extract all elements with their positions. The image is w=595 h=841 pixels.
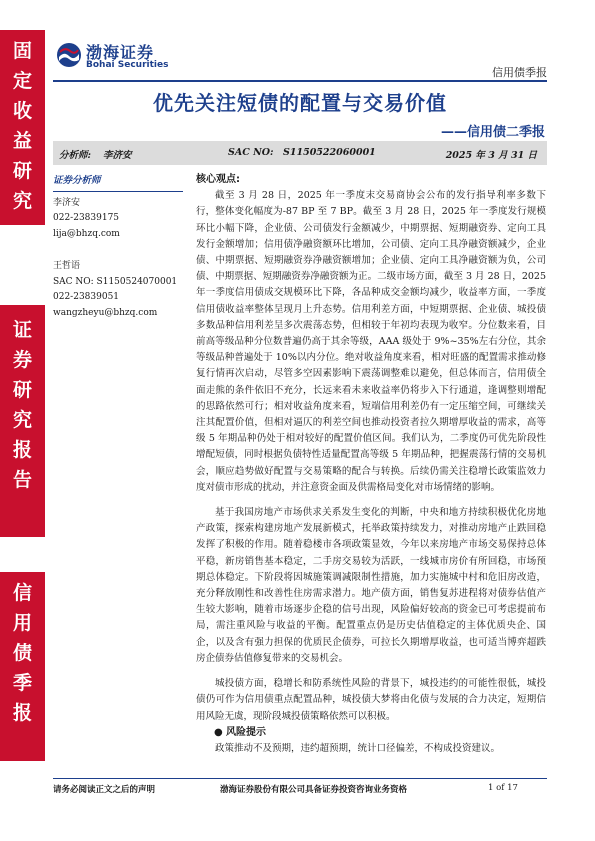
sidebar-char: 究 [12,190,32,212]
analyst1-name: 李济安 [53,197,81,208]
sidebar-char: 益 [12,130,32,152]
analyst1-phone: 022-23839175 [53,213,120,223]
sidebar-char: 研 [12,160,32,182]
sac-label: SAC NO: [228,147,274,158]
paragraph-real-estate: 基于我国房地产市场供求关系发生变化的判断，中央和地方持续积极优化房地产政策，探索构建房地产发展新模式，托举政策持续发力，对推动房地产止跌回稳发挥了积极的作用。随着稳楼市各项政策显效，今年以来房地产市场交易保持总体平稳，新房销售基本稳定，二手房交易较为活跃，一线城市房价有所回稳，市场预期总体稳定。下阶段将因城施策调减限制性措施，加力实施城中村和危旧房改造，充分释放刚性和改善性住房需求潜力。地产债方面，销售复苏进程将对债券估值产生较大影响，随着市场逐步企稳的信号出现，风险偏好较高的资金已可考虑提前布局，需注重风险与收益的平衡。配置重点仍是历史估值稳定的主体优质央企、国企，以及含有强力担保的优质民企债券，可拉长久期增厚收益，也可适当博弈超跌房企债券估值修复带来的交易机会。 [196,507,546,664]
sidebar-char: 季 [12,672,32,694]
analyst-contacts [53,173,183,321]
analyst-meta-bar [53,141,547,165]
sidebar-char: 固 [12,40,32,62]
sac-number: S1150522060001 [283,147,376,158]
paragraph-market-review: 截至 3 月 28 日，2025 年一季度末交易商协会公布的发行指导利率多数下行，整体变化幅度为-87 BP 至 7 BP。截至 3 月 28 日，2025 年一季度发行规模环比小幅下降，企业债、公司债发行金额减少，中期票据、短期融资券、定向工具发行金额增加；信用债净融资额环比增加，公司债、定向工具净融资额减少，企业债、中期票据、短期融资券净融资额增加；企业债、定向工具净融资额为负，公司债、中期票据、短期融资券净融资额为正。二级市场方面，截至 3 月 28 日，2025 年一季度信用债成交规模环比下降，各品种成交金额均减少，收益率方面，一季度信用债收益率整体呈现月上升态势。信用利差方面，中短期票据、企业债、城投债多数品种信用利差呈多次震荡态势，但相较于年初均表现为收窄。分位数来看，目前高等级品种分位数普遍仍高于其余等级，AAA 级处于 9%~35%左右分位，其余等级品种普遍处于 10%以内分位。绝对收益角度来看，相对旺盛的配置需求推动修复行情再次启动，尽管多空因素影响下震荡调整难以避免，但总体而言，信用债全面走熊的条件依旧不充分，长远来看未来收益率仍将步入下行通道，逢调整则增配的思路依然可行；相对收益角度来看，短端信用利差仍有一定压缩空间，可继续关注其配置价值，但相对逼仄的利差空间也推动投资者拉久期增厚收益的需求，高等级 5 年期品种仍处于相对较好的配置价值区间。我们认为，二季度仍可优先阶段性增配短债，同时根据负债特性适量配置高等级 5 年期品种，把握震荡行情的交易机会，顺应趋势做好配置与交易策略的配合与转换。后续仍需关注稳增长政策监效力度对债市形成的扰动，并注意资金面及供需格局变化对市场情绪的影响。 [196,190,546,493]
contacts-heading: 证券分析师 [53,173,183,192]
sidebar-fixed-income [0,30,45,225]
analyst2-email[interactable]: wangzheyu@bhzq.com [53,307,158,318]
sidebar-char: 收 [12,100,32,122]
sidebar-quarterly [0,572,45,761]
main-content [196,172,546,757]
analyst2-phone: 022-23839051 [53,292,120,302]
company-logo [56,40,176,72]
footer-company: 渤海证券股份有限公司具备证券投资咨询业务资格 [220,785,408,795]
sidebar-char: 债 [12,642,32,664]
sidebar-char: 究 [12,409,32,431]
report-title: 优先关注短债的配置与交易价值 [153,91,447,115]
bullet-icon: ● [214,726,223,738]
sidebar-char: 研 [12,379,32,401]
report-date: 2025 年 3 月 31 日 [445,150,537,161]
analyst-name: 李济安 [103,150,132,161]
sidebar [0,0,45,841]
page-number: 1 of 17 [488,783,518,793]
analyst2-name: 王哲语 [53,261,81,271]
risk-heading-label: 风险提示 [226,726,266,738]
sidebar-char: 证 [12,319,32,341]
footer-disclaimer: 请务必阅读正文之后的声明 [53,785,156,795]
logo-english-name: Bohai Securities [86,60,169,70]
footer-divider [53,778,547,779]
sidebar-char: 信 [12,582,32,604]
wave-logo-icon [56,42,82,68]
sidebar-char: 定 [12,70,32,92]
document-type: 信用债季报 [492,66,547,79]
analyst-label: 分析师: [59,150,92,161]
sidebar-char: 券 [12,349,32,371]
key-points-heading: 核心观点: [196,174,240,185]
risk-text: 政策推动不及预期，违约超预期，统计口径偏差，不构成投资建议。 [215,742,501,754]
sidebar-char: 报 [12,439,32,461]
report-subtitle: ——信用债二季报 [440,125,545,140]
logo-chinese-name: 渤海证券 [86,43,155,62]
analyst2-sac: SAC NO: S1150524070001 [53,276,178,287]
sidebar-research-report [0,305,45,537]
sidebar-char: 报 [12,702,32,724]
sidebar-char: 用 [12,612,32,634]
analyst1-email[interactable]: lija@bhzq.com [53,228,120,239]
risk-heading [214,725,546,741]
header-divider [53,80,547,82]
paragraph-lgfv: 城投债方面，稳增长和防系统性风险的背景下，城投违约的可能性很低，城投债仍可作为信用债重点配置品种，城投债大梦将由化债与发展的合力决定，短期信用风险无虞，现阶段城投债策略依然可以积极。 [196,678,546,722]
sidebar-char: 告 [12,469,32,491]
